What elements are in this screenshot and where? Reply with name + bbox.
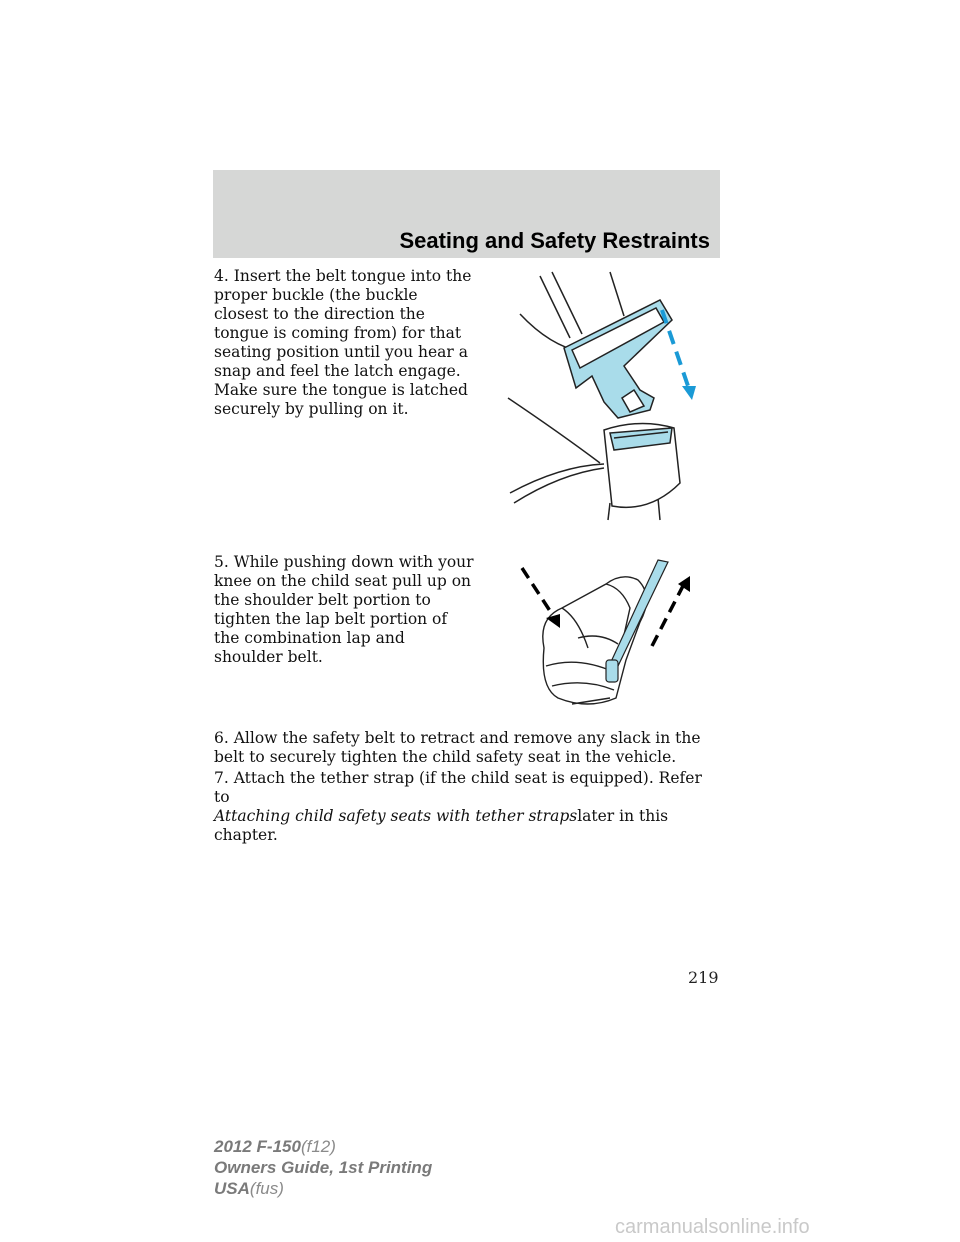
footer-market-code: (fus): [249, 1179, 284, 1198]
footer-info: [214, 1136, 432, 1199]
step-7-prefix: 7. Attach the tether strap (if the child seat is equipped). Refer to: [214, 769, 702, 806]
section-header: [213, 170, 720, 258]
step-6-text: 6. Allow the safety belt to retract and remove any slack in the belt to securely tighten the child safety seat in the vehicle.: [214, 729, 701, 766]
child-seat-illustration: [518, 548, 702, 714]
buckle-illustration: [500, 268, 720, 530]
step-7-text: [214, 769, 714, 845]
footer-model: 2012 F-150: [214, 1137, 301, 1156]
step-4-text: 4. Insert the belt tongue into the proper buckle (the buckle closest to the direction the tongue is coming from) for that seating position until you hear a snap and feel the latch engage. Make sure the tongue is latched securely by pulling on it.: [214, 267, 472, 418]
section-title: Seating and Safety Restraints: [399, 228, 710, 253]
step-7-suffix: later in this chapter.: [214, 807, 669, 844]
step-7-reference: Attaching child safety seats with tether straps: [214, 807, 578, 825]
watermark-text: carmanualsonline.info: [615, 1216, 810, 1238]
footer-printing: Owners Guide, 1st Printing: [214, 1158, 433, 1177]
footer-model-code: (f12): [300, 1137, 336, 1156]
step-5-text: 5. While pushing down with your knee on the child seat pull up on the shoulder belt portion to tighten the lap belt portion of the combination lap and shoulder belt.: [214, 553, 474, 666]
page-number: 219: [688, 968, 719, 987]
footer-market: USA: [214, 1179, 250, 1198]
